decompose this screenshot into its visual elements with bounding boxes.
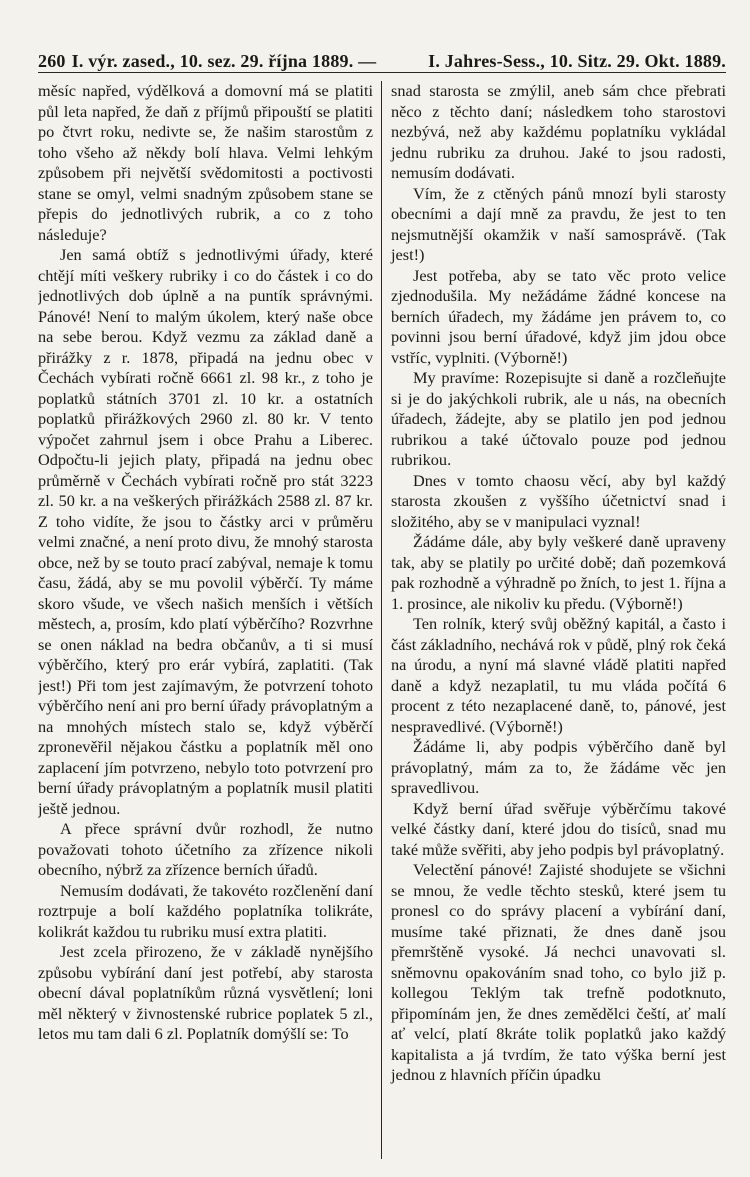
right-column: [381, 81, 726, 1159]
paragraph: Když berní úřad svěřuje výběrčímu takové velké částky daní, které jdou do tisíců, snad mu také může svěřiti, aby jeho podpis byl právoplatný.: [391, 798, 726, 859]
header-german-title: I. Jahres-Sess., 10. Sitz. 29. Okt. 1889.: [428, 51, 726, 71]
paragraph: snad starosta se zmýlil, aneb sám chce přebrati něco z těchto daní; následkem toho starostovi nezbývá, než aby každému poplatníku vykládal jednu rubriku za druhou. Jaké to jsou radosti, nemusím dodávati.: [391, 81, 726, 182]
text-columns: [38, 81, 726, 1159]
paragraph: Ten rolník, který svůj oběžný kapitál, a často i část základního, nechává rok v půdě, plný rok čeká na úrodu, a nyní má slavné vládě platiti napřed daně a když nezaplatil, tu mu vláda počítá 6 procent z této nezaplacené daně, to, pánové, jest nespravedlivé. (Výborně!): [391, 614, 726, 736]
paragraph: Žádáme dále, aby byly veškeré daně upraveny tak, aby se platily po určité době; daň pozemková pak rozhodně a výhradně po žních, to jest 1. října a 1. prosince, ale nikoliv ku předu. (Výborně!): [391, 532, 726, 613]
header-separator: —: [358, 51, 377, 71]
left-column: [38, 81, 381, 1159]
paragraph: Jest zcela přirozeno, že v základě nynějšího způsobu vybírání daní jest potřebí, aby starosta obecní dával poplatníkům různá vysvětlení; loni měl některý v živnostenské rubrice poplatek 5 zl., letos mu tam dali 6 zl. Poplatník domýšlí se: To: [38, 942, 373, 1043]
paragraph: Jen samá obtíž s jednotlivými úřady, které chtějí míti veškery rubriky i co do částek i co do jednotlivých dob úplně a na puntík správnými. Pánové! Není to malým úkolem, který naše obce na sebe berou. Když vezmu za základ daně a přirážky z r. 1878, připadá na jednu obec v Čechách vybírati ročně 6661 zl. 98 kr., z toho je poplatků státních 3701 zl. 10 kr. a ostatních poplatků přirážkových 2960 zl. 80 kr. V tento výpočet zahrnul jsem i obce Prahu a Liberec. Odpočtu-li jejich platy, připadá na jednu obec průměrně v Čechách vybírati ročně pro stát 3223 zl. 50 kr. a na veškerých přirážkách 2588 zl. 87 kr. Z toho vidíte, že jsou to částky arci v průměru velmi značné, a není proto divu, že mnohý starosta obce, než by se touto prací zabýval, nemaje k tomu času, žádá, aby se mu povolil výběrčí. Ty máme skoro všude, ve všech našich menších i větších městech, a, prosím, kdo platí výběrčího? Rozvrhne se onen náklad na bedra občanův, a ti si musí výběrčího, který pro erár vybírá, zaplatiti. (Tak jest!) Při tom jest zajímavým, že potvrzení tohoto výběrčího není ani pro berní úřady právoplatným a na mnohých místech stalo se, když výběrčí zpronevěřil nějakou částku a poplatník měl ono zaplacení jím potvrzeno, nebylo toto potvrzení pro berní úřady právoplatným a poplatník musil platiti ještě jednou.: [38, 245, 373, 818]
running-header: [38, 38, 726, 73]
paragraph: Nemusím dodávati, že takovéto rozčlenění daní roztrpuje a bolí každého poplatníka tolikráte, kolikrát každou tu rubriku musí extra platiti.: [38, 880, 373, 941]
header-czech-title: I. výr. zased., 10. sez. 29. října 1889.: [71, 51, 354, 71]
header-left: [38, 51, 376, 72]
paragraph: A přece správní dvůr rozhodl, že nutno považovati tohoto účetního za zřízence nikoli obecního, nýbrž za zřízence berních úřadů.: [38, 819, 373, 879]
paragraph: My pravíme: Rozepisujte si daně a rozčleňujte si je do jakýchkoli rubrik, ale u nás, na obecních úřadech, žádejte, aby se platilo jen pod jednou rubrikou a také účtovalo pouze pod jednou rubrikou.: [391, 368, 726, 469]
paragraph: Velectění pánové! Zajisté shodujete se všichni se mnou, že vedle těchto stesků, které jsem tu pronesl co do správy placení a vybírání daní, musíme také přiznati, že dnes daně jsou přemrštěně vysoké. Já nechci unavovati sl. sněmovnu opakováním snad toho, co bylo již p. kollegou Teklým tak trefně podotknuto, připomínám jen, že dnes zemědělci čeští, ať malí ať velcí, platí 8kráte tolik poplatků jako každý kapitalista a já tvrdím, že tato výška berní jest jednou z hlavních příčin úpadku: [391, 860, 726, 1084]
paragraph: Dnes v tomto chaosu věcí, aby byl každý starosta zkoušen z vyššího účetnictví snad i složitého, aby se v manipulaci vyznal!: [391, 470, 726, 531]
page-number: 260: [38, 51, 66, 71]
paragraph: Vím, že z ctěných pánů mnozí byli starosty obecními a dají mně za pravdu, že jest to ten nejsmutnější okamžik v naší samosprávě. (Tak jest!): [391, 183, 726, 264]
paragraph: měsíc napřed, výdělková a domovní má se platiti půl leta napřed, že daň z příjmů připouští se platiti po čtvrt roku, nedivte se, že našim starostům z toho všeho až někdy bolí hlava. Velmi lehkým způsobem při největší svědomitosti a poctivosti stane se omyl, velmi snadným způsobem stane se přepis do jednotlivých rubrik, a co z toho následuje?: [38, 81, 373, 244]
paragraph: Jest potřeba, aby se tato věc proto velice zjednodušila. My nežádáme žádné koncese na berních úřadech, my žádáme jen právem to, co povinni jsou berní úřadové, když jim jdou obce vstříc, vyplniti. (Výborně!): [391, 265, 726, 367]
paragraph: Žádáme li, aby podpis výběrčího daně byl právoplatný, mám za to, že žádáme věc jen spravedlivou.: [391, 737, 726, 797]
